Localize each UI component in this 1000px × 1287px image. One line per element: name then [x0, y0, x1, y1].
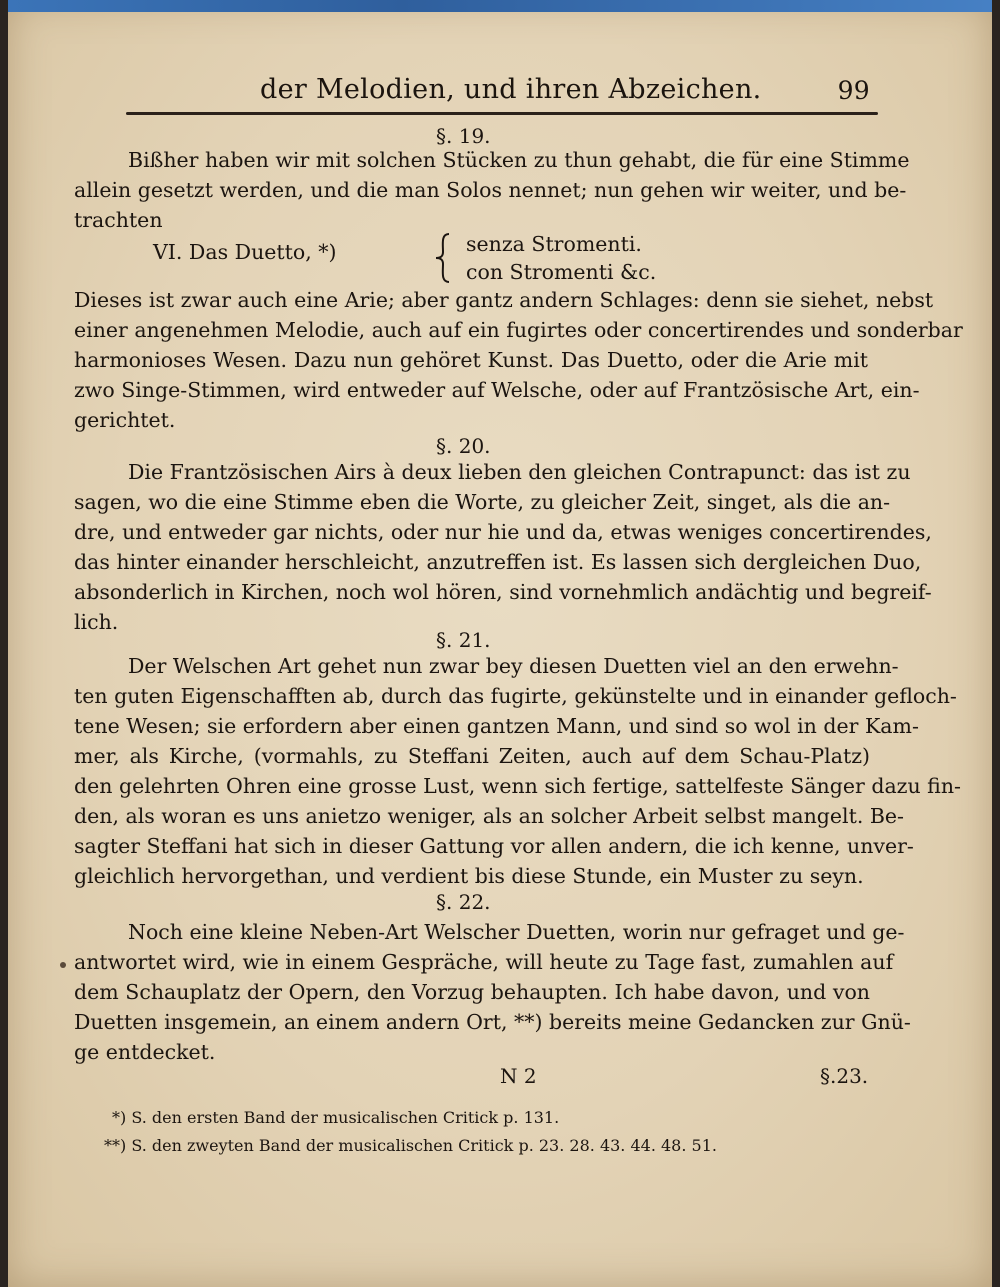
- text-line: dre, und entweder gar nichts, oder nur hie und da, etwas weniges concertirendes,: [74, 520, 932, 544]
- scan-edge-strip: [8, 0, 992, 12]
- curly-brace-icon: [433, 232, 453, 284]
- running-header: [260, 70, 870, 110]
- text-line: Dieses ist zwar auch eine Arie; aber gantz andern Schlages: denn sie siehet, nebst: [74, 288, 934, 312]
- text-line: dem Schauplatz der Opern, den Vorzug behaupten. Ich habe davon, und von: [74, 980, 870, 1004]
- ink-spot: [60, 962, 66, 968]
- text-line: sagter Steffani hat sich in dieser Gattung vor allen andern, die ich kenne, unver-: [74, 834, 914, 858]
- text-line: Noch eine kleine Neben-Art Welscher Duetten, worin nur gefraget und ge-: [128, 920, 905, 944]
- text-line: das hinter einander herschleicht, anzutreffen ist. Es lassen sich dergleichen Duo,: [74, 550, 922, 574]
- text-line: Duetten insgemein, an einem andern Ort, **) bereits meine Gedancken zur Gnü-: [74, 1010, 911, 1034]
- section-marker-22: §. 22.: [436, 890, 491, 914]
- duetto-option: senza Stromenti.: [466, 232, 642, 256]
- header-rule: [126, 112, 878, 115]
- section-marker-20: §. 20.: [436, 434, 491, 458]
- text-line: ten guten Eigenschafften ab, durch das fugirte, gekünstelte und in einander gefloch-: [74, 684, 957, 708]
- book-page: [8, 0, 992, 1287]
- text-line: den gelehrten Ohren eine grosse Lust, wenn sich fertige, sattelfeste Sänger dazu fin-: [74, 774, 961, 798]
- footnote-1: *) S. den ersten Band der musicalischen Critick p. 131.: [112, 1108, 560, 1127]
- page-number: 99: [837, 76, 870, 105]
- text-line: gerichtet.: [74, 408, 176, 432]
- text-line: tene Wesen; sie erfordern aber einen gantzen Mann, und sind so wol in der Kam-: [74, 714, 919, 738]
- text-line: gleichlich hervorgethan, und verdient bis diese Stunde, ein Muster zu seyn.: [74, 864, 864, 888]
- text-line: Die Frantzösischen Airs à deux lieben den gleichen Contrapunct: das ist zu: [128, 460, 911, 484]
- text-line: harmonioses Wesen. Dazu nun gehöret Kunst. Das Duetto, oder die Arie mit: [74, 348, 868, 372]
- running-title: der Melodien, und ihren Abzeichen.: [260, 74, 762, 105]
- text-line: allein gesetzt werden, und die man Solos nennet; nun gehen wir weiter, und be-: [74, 178, 907, 202]
- text-line: trachten: [74, 208, 163, 232]
- section-marker-21: §. 21.: [436, 628, 491, 652]
- text-line: absonderlich in Kirchen, noch wol hören, sind vornehmlich andächtig und begreif-: [74, 580, 932, 604]
- duetto-option: con Stromenti &c.: [466, 260, 657, 284]
- text-line: ge entdecket.: [74, 1040, 216, 1064]
- signature-mark: N 2: [500, 1064, 537, 1088]
- text-line: Bißher haben wir mit solchen Stücken zu thun gehabt, die für eine Stimme: [128, 148, 910, 172]
- footnote-2: **) S. den zweyten Band der musicalischen Critick p. 23. 28. 43. 44. 48. 51.: [104, 1136, 717, 1155]
- text-line: einer angenehmen Melodie, auch auf ein fugirtes oder concertirendes und sonderbar: [74, 318, 963, 342]
- text-line: mer, als Kirche, (vormahls, zu Steffani Zeiten, auch auf dem Schau-Platz): [74, 744, 870, 768]
- duetto-heading: VI. Das Duetto, *): [153, 240, 337, 264]
- text-line: den, als woran es uns anietzo weniger, als an solcher Arbeit selbst mangelt. Be-: [74, 804, 904, 828]
- text-line: sagen, wo die eine Stimme eben die Worte, zu gleicher Zeit, singet, als die an-: [74, 490, 891, 514]
- section-marker-19: §. 19.: [436, 124, 491, 148]
- text-line: antwortet wird, wie in einem Gespräche, will heute zu Tage fast, zumahlen auf: [74, 950, 894, 974]
- catchword: §.23.: [820, 1064, 869, 1088]
- text-line: lich.: [74, 610, 119, 634]
- text-line: zwo Singe-Stimmen, wird entweder auf Welsche, oder auf Frantzösische Art, ein-: [74, 378, 920, 402]
- text-line: Der Welschen Art gehet nun zwar bey diesen Duetten viel an den erwehn-: [128, 654, 899, 678]
